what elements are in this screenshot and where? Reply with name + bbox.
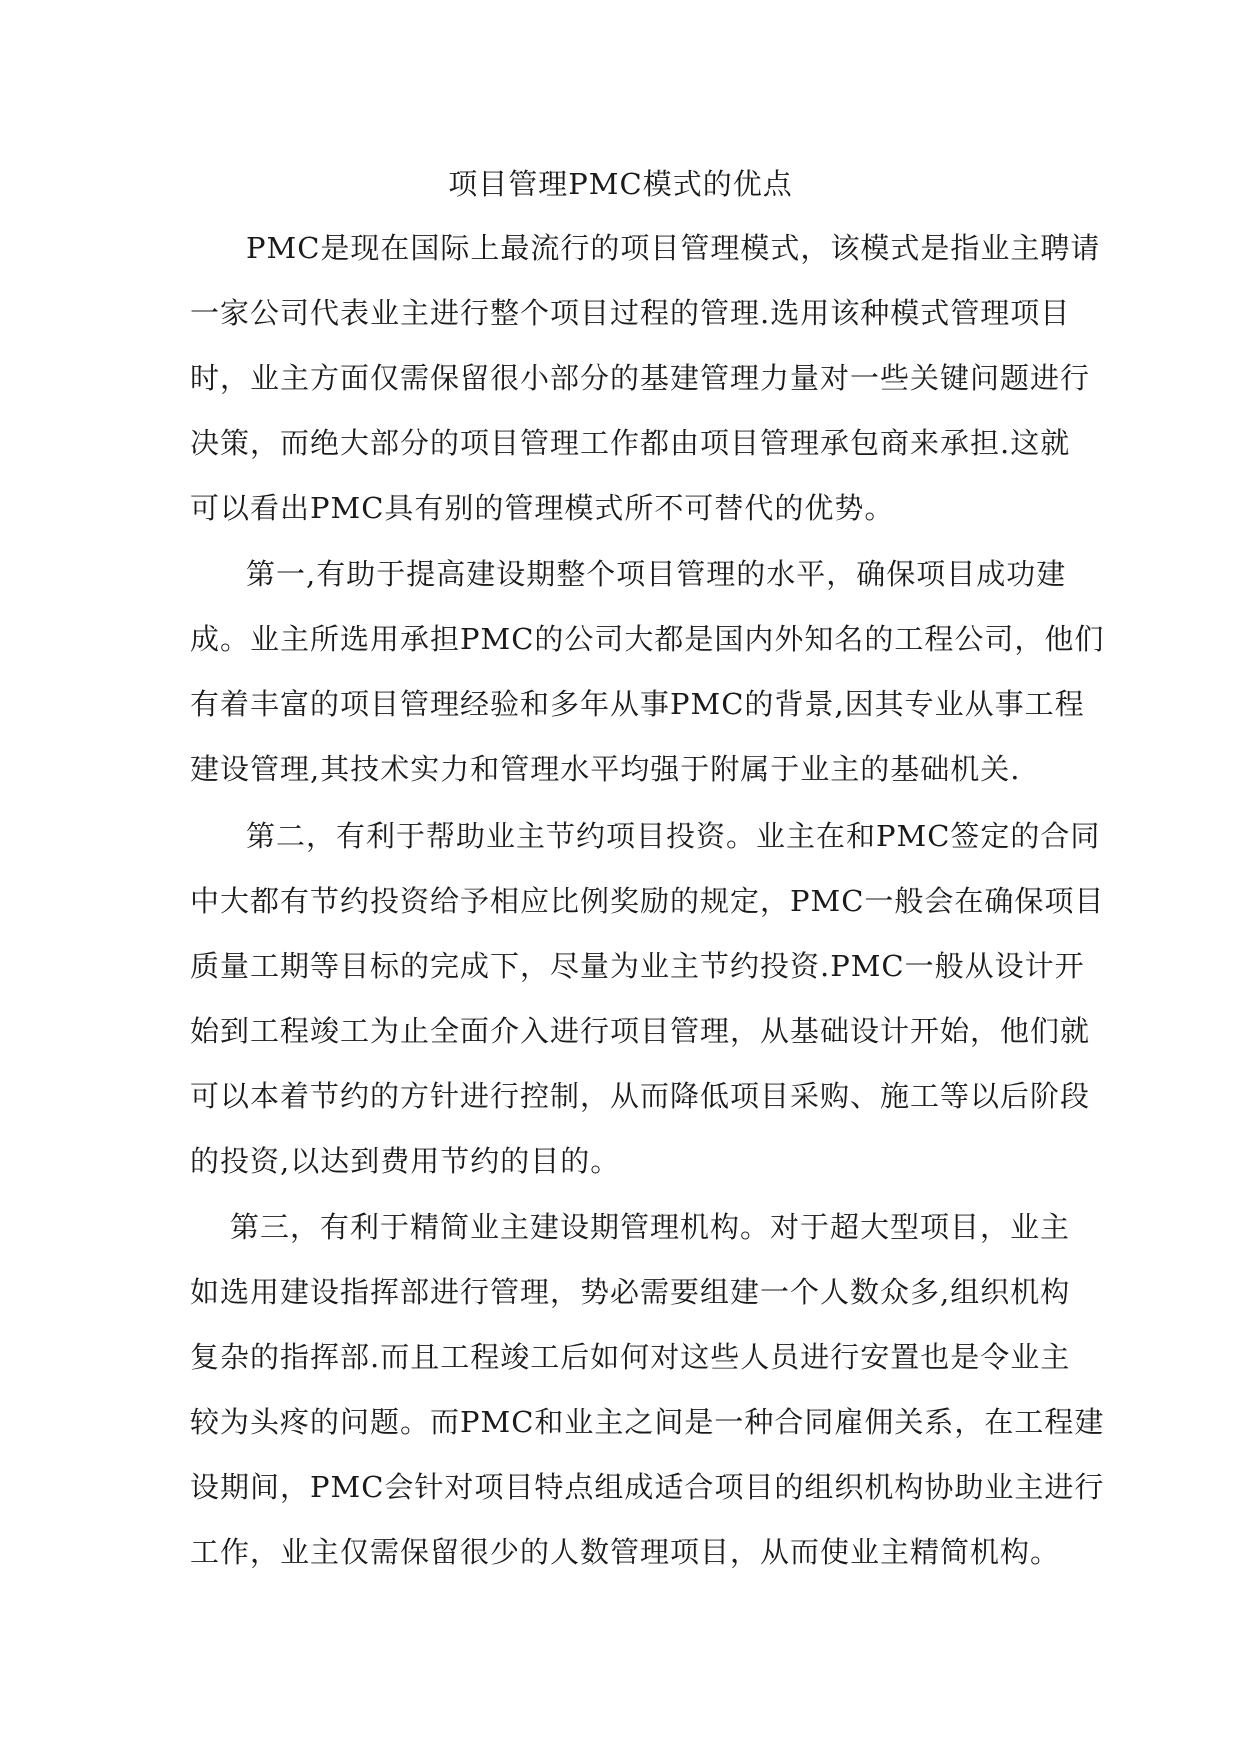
paragraph-line: 可以看出PMC具有别的管理模式所不可替代的优势。	[190, 491, 895, 525]
paragraph-line: 可以本着节约的方针进行控制，从而降低项目采购、施工等以后阶段	[190, 1079, 1091, 1113]
paragraph-first-advantage	[190, 542, 1105, 802]
document-title: 项目管理PMC模式的优点	[448, 167, 793, 201]
paragraph-line: PMC是现在国际上最流行的项目管理模式，该模式是指业主聘请	[246, 231, 1101, 265]
paragraph-third-advantage	[190, 1195, 1105, 1585]
paragraph-intro	[190, 216, 1101, 541]
paragraph-line: 第一,有助于提高建设期整个项目管理的水平，确保项目成功建	[246, 557, 1067, 591]
paragraph-line: 成。业主所选用承担PMC的公司大都是国内外知名的工程公司，他们	[190, 622, 1105, 656]
paragraph-line: 中大都有节约投资给予相应比例奖励的规定，PMC一般会在确保项目	[190, 884, 1105, 918]
paragraph-line: 有着丰富的项目管理经验和多年从事PMC的背景,因其专业从事工程	[190, 687, 1085, 721]
paragraph-line: 第二，有利于帮助业主节约项目投资。业主在和PMC签定的合同	[246, 819, 1101, 853]
paragraph-line: 一家公司代表业主进行整个项目过程的管理.选用该种模式管理项目	[190, 296, 1071, 330]
paragraph-second-advantage	[190, 804, 1105, 1194]
paragraph-line: 复杂的指挥部.而且工程竣工后如何对这些人员进行安置也是令业主	[190, 1340, 1071, 1374]
paragraph-line: 如选用建设指挥部进行管理，势必需要组建一个人数众多,组织机构	[190, 1275, 1071, 1309]
paragraph-line: 的投资,以达到费用节约的目的。	[190, 1144, 621, 1178]
paragraph-line: 第三，有利于精简业主建设期管理机构。对于超大型项目，业主	[230, 1210, 1071, 1244]
paragraph-line: 始到工程竣工为止全面介入进行项目管理，从基础设计开始，他们就	[190, 1014, 1091, 1048]
paragraph-line: 工作，业主仅需保留很少的人数管理项目，从而使业主精简机构。	[190, 1535, 1061, 1569]
paragraph-line: 较为头疼的问题。而PMC和业主之间是一种合同雇佣关系，在工程建	[190, 1405, 1105, 1439]
paragraph-line: 时，业主方面仅需保留很小部分的基建管理力量对一些关键问题进行	[190, 361, 1091, 395]
paragraph-line: 质量工期等目标的完成下，尽量为业主节约投资.PMC一般从设计开	[190, 949, 1085, 983]
paragraph-line: 设期间，PMC会针对项目特点组成适合项目的组织机构协助业主进行	[190, 1470, 1105, 1504]
paragraph-line: 建设管理,其技术实力和管理水平均强于附属于业主的基础机关.	[190, 752, 1021, 786]
paragraph-line: 决策，而绝大部分的项目管理工作都由项目管理承包商来承担.这就	[190, 426, 1071, 460]
